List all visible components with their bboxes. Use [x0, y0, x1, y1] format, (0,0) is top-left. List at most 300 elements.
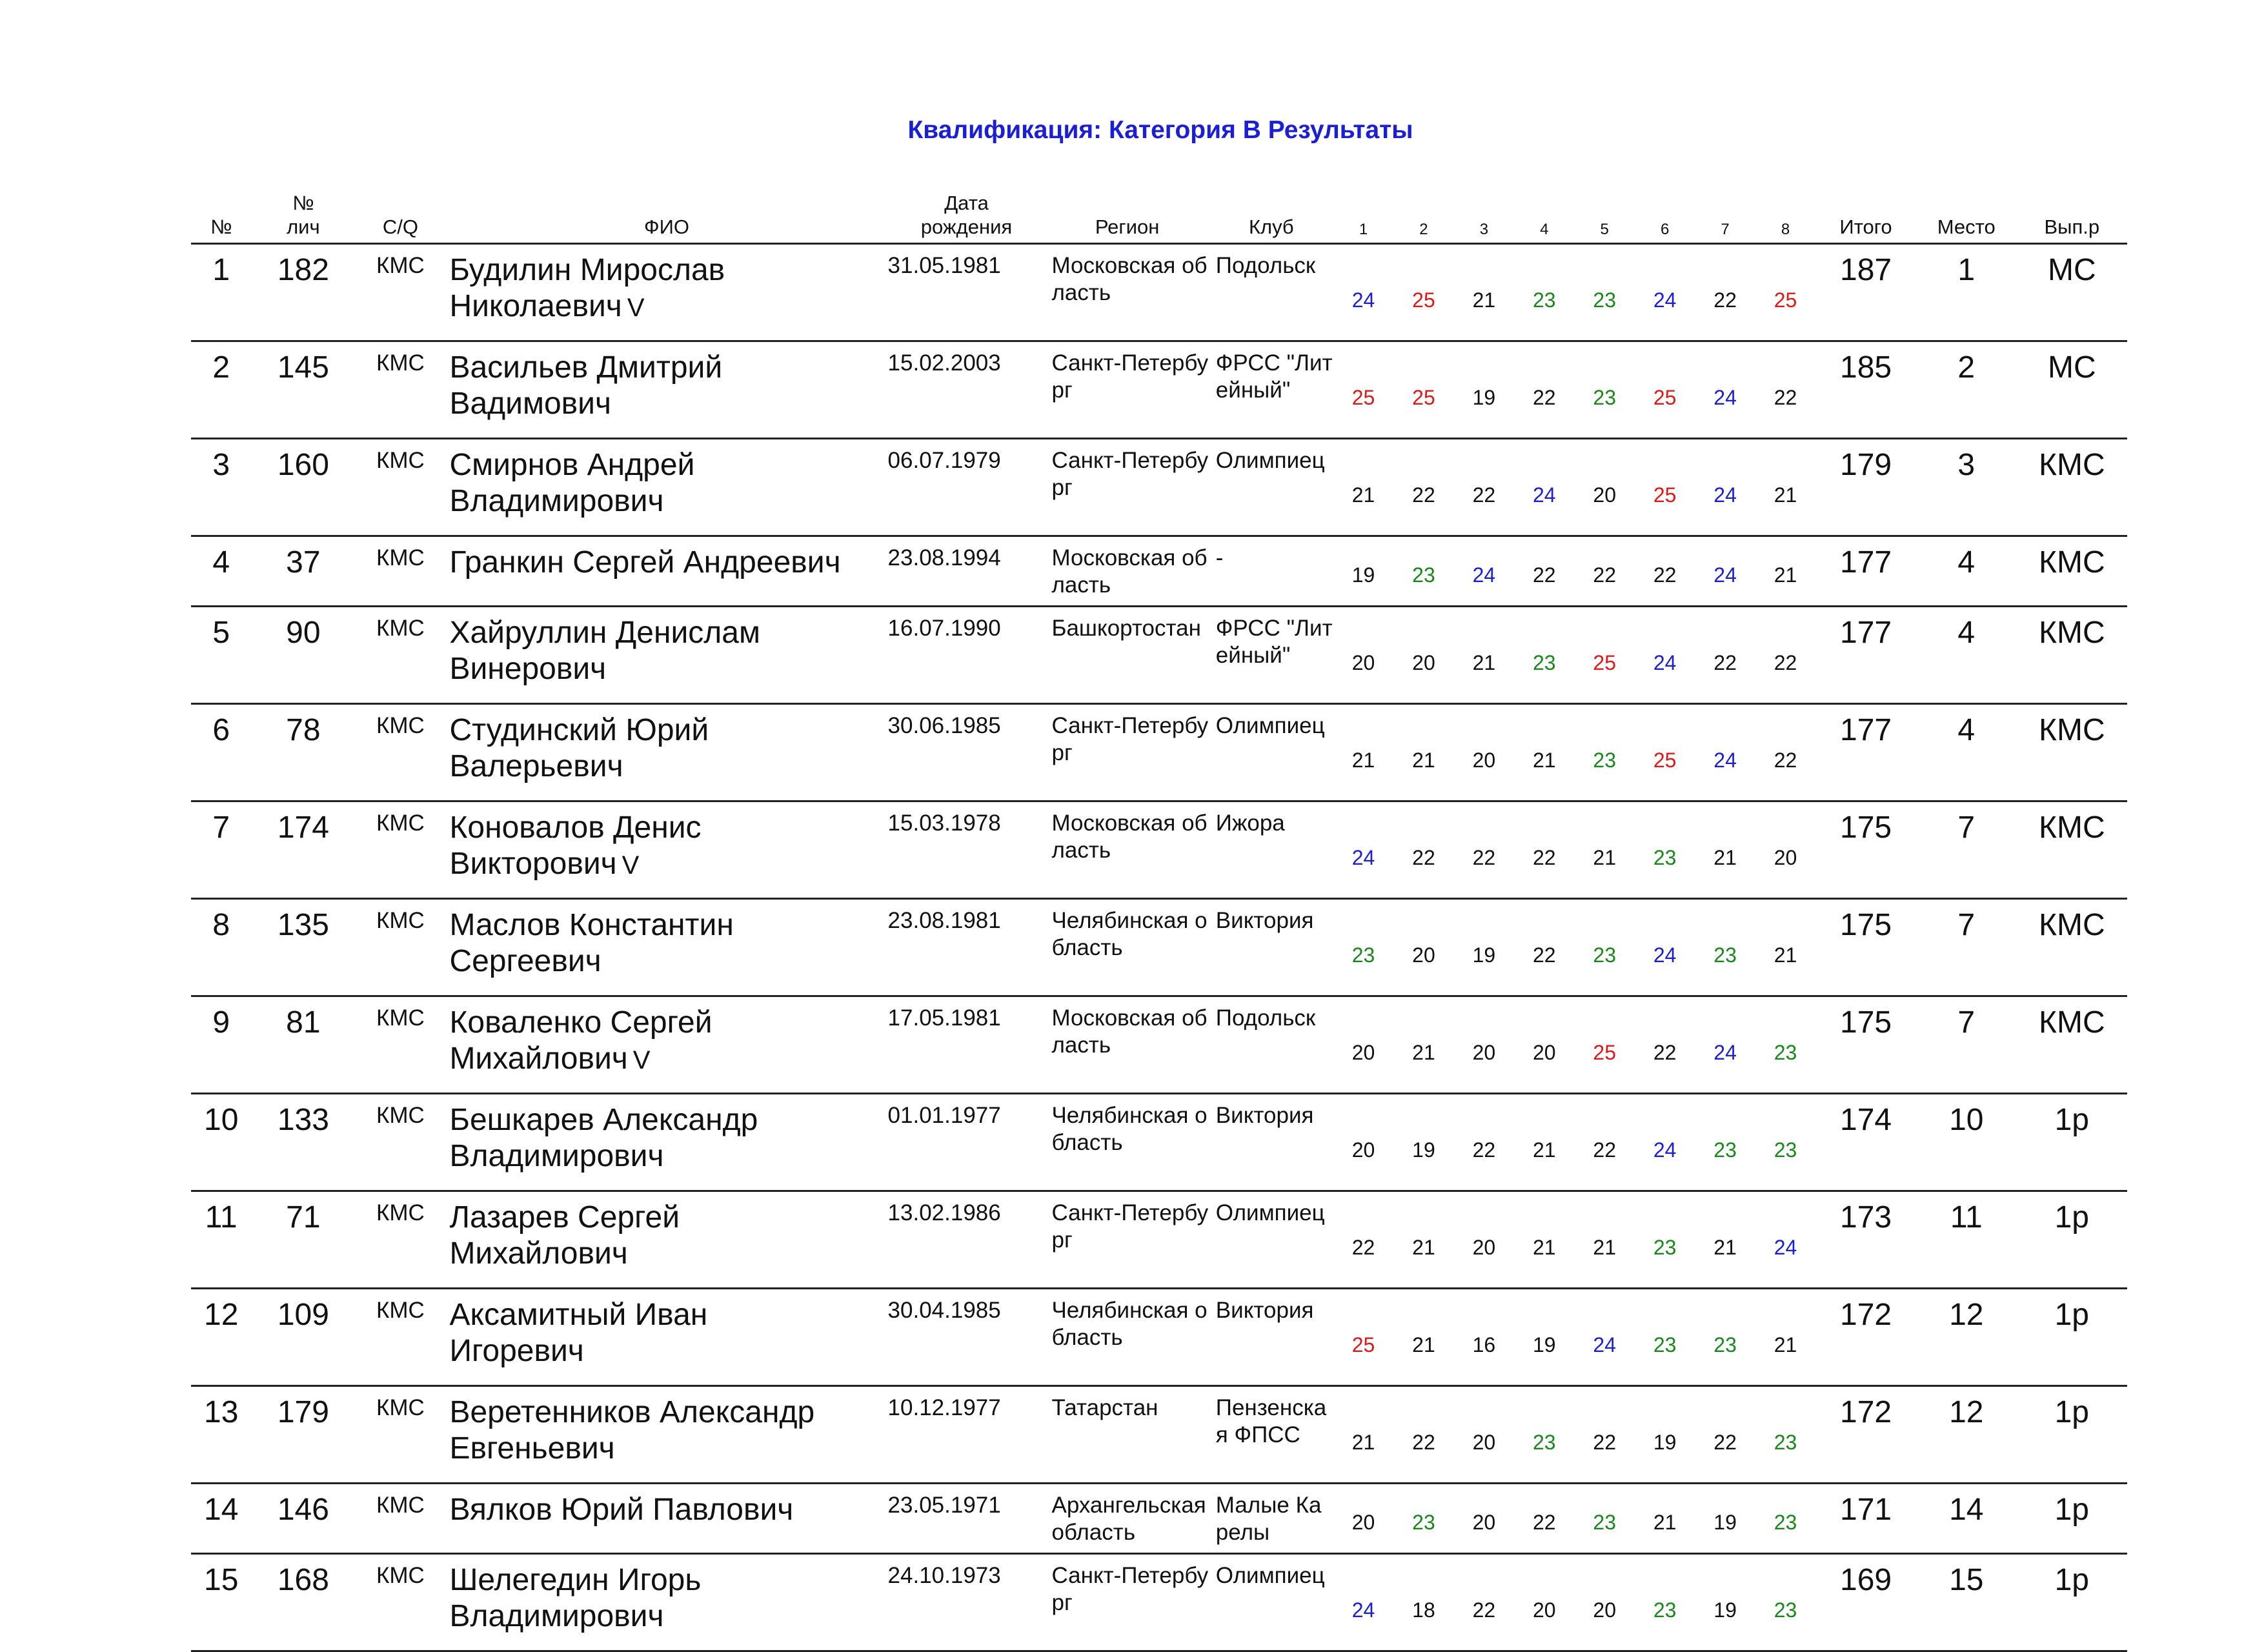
- cell-total: 177: [1840, 616, 1892, 650]
- cell-shot-6: 23: [1653, 1333, 1677, 1356]
- cell-total: 177: [1840, 713, 1892, 747]
- cell-num: 9: [212, 1005, 230, 1040]
- cell-place: 12: [1949, 1395, 1984, 1429]
- cell-shot-1: 21: [1351, 1430, 1375, 1454]
- cell-birth-date: 30.06.1985: [887, 713, 1001, 738]
- cell-shot-8: 21: [1774, 563, 1797, 587]
- cell-shot-3: 20: [1472, 1510, 1496, 1534]
- cell-region: Челябинская область: [1051, 1103, 1208, 1155]
- cell-shot-6: 24: [1653, 943, 1677, 967]
- cell-place: 7: [1957, 908, 1976, 942]
- cell-shot-4: 22: [1533, 563, 1556, 587]
- cell-personal-num: 168: [277, 1563, 329, 1597]
- cell-total: 185: [1840, 350, 1892, 385]
- cell-result-rank: 1р: [2054, 1395, 2089, 1429]
- athlete-name-line1: Аксамитный Иван: [449, 1298, 708, 1332]
- cell-result-rank: КМС: [2039, 616, 2105, 650]
- athlete-name-line1: Веретенников Александр: [449, 1395, 815, 1429]
- cell-fio: [445, 341, 887, 439]
- cell-shot-3: 21: [1472, 288, 1496, 312]
- cell-shot-8: 23: [1774, 1598, 1797, 1622]
- cell-fio: [445, 244, 887, 341]
- cell-result-rank: 1р: [2054, 1563, 2089, 1597]
- cell-shot-3: 16: [1472, 1333, 1496, 1356]
- cell-shot-7: 24: [1713, 483, 1737, 507]
- veteran-mark: V: [622, 851, 640, 880]
- table-row: [191, 1094, 2127, 1191]
- cell-shot-2: 25: [1412, 288, 1435, 312]
- cell-shot-7: 19: [1713, 1510, 1737, 1534]
- cell-shot-8: 21: [1774, 1333, 1797, 1356]
- cell-club: Олимпиец: [1215, 448, 1325, 473]
- athlete-name-line1: Коновалов Денис: [449, 811, 702, 845]
- cell-cq: КМС: [376, 1200, 425, 1225]
- table-row: [191, 244, 2127, 341]
- cell-fio: [445, 1191, 887, 1289]
- cell-shot-3: 20: [1472, 1235, 1496, 1259]
- cell-shot-1: 23: [1351, 943, 1375, 967]
- cell-num: 13: [204, 1395, 239, 1429]
- cell-birth-date: 23.08.1994: [887, 545, 1001, 570]
- header-shot-5: 5: [1600, 221, 1609, 238]
- cell-result-rank: МС: [2047, 350, 2096, 385]
- cell-cq: КМС: [376, 1103, 425, 1128]
- cell-club: Виктория: [1215, 908, 1314, 933]
- cell-shot-7: 24: [1713, 748, 1737, 772]
- table-row: [191, 536, 2127, 607]
- cell-region: Санкт-Петербург: [1051, 1563, 1209, 1615]
- cell-result-rank: КМС: [2039, 713, 2105, 747]
- cell-region: Архангельская область: [1051, 1493, 1206, 1545]
- cell-total: 174: [1840, 1103, 1892, 1137]
- cell-personal-num: 90: [286, 616, 321, 650]
- cell-shot-6: 23: [1653, 1235, 1677, 1259]
- cell-club: Ижора: [1215, 811, 1285, 836]
- cell-num: 12: [204, 1298, 239, 1332]
- athlete-name-line2: Владимирович: [449, 484, 664, 518]
- cell-num: 15: [204, 1563, 239, 1597]
- cell-total: 173: [1840, 1200, 1892, 1234]
- cell-shot-6: 23: [1653, 845, 1677, 869]
- cell-place: 4: [1957, 616, 1976, 650]
- cell-region: Челябинская область: [1051, 908, 1208, 960]
- cell-shot-4: 22: [1533, 385, 1556, 409]
- cell-shot-1: 25: [1351, 1333, 1375, 1356]
- cell-total: 172: [1840, 1298, 1892, 1332]
- athlete-name-line1: Будилин Мирослав: [449, 253, 725, 287]
- cell-cq: КМС: [376, 1395, 425, 1420]
- cell-personal-num: 160: [277, 448, 329, 482]
- cell-cq: КМС: [376, 1298, 425, 1323]
- cell-shot-1: 24: [1351, 845, 1375, 869]
- cell-shot-1: 24: [1351, 288, 1375, 312]
- header-shot-6: 6: [1660, 221, 1670, 238]
- cell-shot-4: 22: [1533, 943, 1556, 967]
- cell-total: 169: [1840, 1563, 1892, 1597]
- cell-club: Малые Карелы: [1215, 1493, 1322, 1545]
- cell-shot-4: 23: [1533, 650, 1556, 674]
- table-row: [191, 1386, 2127, 1484]
- veteran-mark: V: [627, 294, 645, 322]
- cell-shot-5: 22: [1593, 1430, 1617, 1454]
- cell-shot-4: 22: [1533, 845, 1556, 869]
- athlete-name-line2: Николаевич: [449, 289, 622, 323]
- cell-shot-3: 22: [1472, 483, 1496, 507]
- cell-shot-8: 22: [1774, 748, 1797, 772]
- athlete-name-line2: Вадимович: [449, 387, 611, 421]
- header-cq: C/Q: [382, 216, 418, 238]
- cell-fio: [445, 439, 887, 536]
- athlete-name-line2: Валерьевич: [449, 749, 623, 783]
- athlete-name-line1: Васильев Дмитрий: [449, 350, 723, 385]
- cell-personal-num: 109: [277, 1298, 329, 1332]
- cell-shot-2: 23: [1412, 1510, 1435, 1534]
- cell-num: 3: [212, 448, 230, 482]
- cell-birth-date: 23.08.1981: [887, 908, 1001, 933]
- athlete-name-line2: Владимирович: [449, 1599, 664, 1633]
- header-shot-4: 4: [1540, 221, 1549, 238]
- header-shot-1: 1: [1359, 221, 1368, 238]
- athlete-name-line1: Студинский Юрий: [449, 713, 709, 747]
- cell-shot-1: 20: [1351, 1138, 1375, 1162]
- cell-fio: [445, 801, 887, 899]
- cell-birth-date: 30.04.1985: [887, 1298, 1001, 1323]
- header-region: Регион: [1095, 216, 1160, 238]
- cell-shot-3: 20: [1472, 748, 1496, 772]
- cell-shot-7: 22: [1713, 288, 1737, 312]
- cell-shot-3: 22: [1472, 845, 1496, 869]
- cell-region: Санкт-Петербург: [1051, 350, 1209, 403]
- table-row: [191, 1289, 2127, 1386]
- cell-birth-date: 01.01.1977: [887, 1103, 1001, 1128]
- cell-shot-2: 20: [1412, 650, 1435, 674]
- cell-place: 1: [1957, 253, 1976, 287]
- cell-cq: КМС: [376, 1005, 425, 1031]
- cell-shot-7: 22: [1713, 1430, 1737, 1454]
- cell-shot-8: 25: [1774, 288, 1797, 312]
- results-body: [191, 244, 2127, 1651]
- cell-birth-date: 17.05.1981: [887, 1005, 1001, 1031]
- cell-shot-2: 22: [1412, 845, 1435, 869]
- cell-shot-2: 22: [1412, 1430, 1435, 1454]
- cell-club: Виктория: [1215, 1298, 1314, 1323]
- cell-club: Подольск: [1215, 1005, 1316, 1031]
- cell-shot-8: 23: [1774, 1430, 1797, 1454]
- cell-club: Олимпиец: [1215, 1200, 1325, 1225]
- cell-shot-6: 24: [1653, 650, 1677, 674]
- cell-total: 172: [1840, 1395, 1892, 1429]
- cell-region: Санкт-Петербург: [1051, 1200, 1209, 1253]
- cell-num: 1: [212, 253, 230, 287]
- header-fio: ФИО: [644, 216, 689, 238]
- cell-shot-6: 24: [1653, 1138, 1677, 1162]
- header-result-rank: Вып.р: [2044, 216, 2100, 238]
- header-place: Место: [1937, 216, 1996, 238]
- cell-cq: КМС: [376, 1563, 425, 1588]
- cell-result-rank: 1р: [2054, 1493, 2089, 1527]
- cell-shot-4: 23: [1533, 288, 1556, 312]
- cell-total: 175: [1840, 811, 1892, 845]
- cell-fio: [445, 536, 887, 607]
- cell-region: Татарстан: [1051, 1395, 1158, 1420]
- cell-shot-5: 23: [1593, 748, 1617, 772]
- cell-total: 175: [1840, 1005, 1892, 1040]
- cell-birth-date: 16.07.1990: [887, 616, 1001, 641]
- cell-shot-4: 21: [1533, 1138, 1556, 1162]
- cell-personal-num: 146: [277, 1493, 329, 1527]
- cell-shot-4: 21: [1533, 1235, 1556, 1259]
- cell-fio: [445, 1386, 887, 1484]
- cell-birth-date: 15.03.1978: [887, 811, 1001, 836]
- cell-region: Башкортостан: [1051, 616, 1201, 641]
- table-row: [191, 607, 2127, 704]
- cell-result-rank: 1р: [2054, 1103, 2089, 1137]
- cell-shot-1: 20: [1351, 1040, 1375, 1064]
- cell-shot-4: 19: [1533, 1333, 1556, 1356]
- athlete-name-line1: Шелегедин Игорь: [449, 1563, 702, 1597]
- athlete-name-line2: Викторович: [449, 847, 617, 881]
- cell-personal-num: 71: [286, 1200, 321, 1234]
- cell-total: 177: [1840, 545, 1892, 579]
- cell-place: 12: [1949, 1298, 1984, 1332]
- cell-shot-8: 22: [1774, 385, 1797, 409]
- athlete-name-line2: Евгеньевич: [449, 1431, 615, 1466]
- cell-shot-2: 22: [1412, 483, 1435, 507]
- cell-place: 4: [1957, 545, 1976, 579]
- cell-num: 6: [212, 713, 230, 747]
- cell-result-rank: КМС: [2039, 545, 2105, 579]
- cell-region: Московская область: [1051, 545, 1208, 598]
- cell-place: 7: [1957, 811, 1976, 845]
- cell-fio: [445, 704, 887, 801]
- cell-shot-2: 20: [1412, 943, 1435, 967]
- cell-shot-2: 23: [1412, 563, 1435, 587]
- table-row: [191, 341, 2127, 439]
- cell-fio: [445, 1289, 887, 1386]
- cell-club: Олимпиец: [1215, 1563, 1325, 1588]
- cell-shot-7: 21: [1713, 1235, 1737, 1259]
- cell-num: 8: [212, 908, 230, 942]
- cell-shot-7: 23: [1713, 1333, 1737, 1356]
- cell-shot-5: 20: [1593, 483, 1617, 507]
- veteran-mark: V: [632, 1046, 651, 1074]
- header-personal-num: № лич: [287, 192, 320, 238]
- athlete-name-line2: Михайлович: [449, 1042, 628, 1076]
- header-row: [191, 187, 2127, 244]
- cell-place: 3: [1957, 448, 1976, 482]
- cell-shot-4: 20: [1533, 1040, 1556, 1064]
- cell-shot-6: 25: [1653, 385, 1677, 409]
- cell-personal-num: 135: [277, 908, 329, 942]
- cell-result-rank: КМС: [2039, 1005, 2105, 1040]
- cell-cq: КМС: [376, 908, 425, 933]
- cell-shot-7: 23: [1713, 943, 1737, 967]
- cell-shot-2: 21: [1412, 1333, 1435, 1356]
- cell-fio: [445, 607, 887, 704]
- header-num: №: [210, 216, 232, 238]
- cell-shot-5: 22: [1593, 1138, 1617, 1162]
- cell-shot-4: 24: [1533, 483, 1556, 507]
- cell-shot-3: 19: [1472, 943, 1496, 967]
- cell-shot-2: 18: [1412, 1598, 1435, 1622]
- athlete-name-line2: Винерович: [449, 652, 607, 686]
- cell-shot-2: 19: [1412, 1138, 1435, 1162]
- cell-shot-5: 25: [1593, 1040, 1617, 1064]
- cell-shot-2: 21: [1412, 748, 1435, 772]
- cell-num: 14: [204, 1493, 239, 1527]
- athlete-name-line1: Лазарев Сергей: [449, 1200, 680, 1234]
- cell-place: 7: [1957, 1005, 1976, 1040]
- cell-cq: КМС: [376, 811, 425, 836]
- cell-shot-1: 20: [1351, 1510, 1375, 1534]
- cell-shot-1: 21: [1351, 483, 1375, 507]
- cell-club: Пензенская ФПСС: [1215, 1395, 1327, 1447]
- athlete-name-line1: Коваленко Сергей: [449, 1005, 713, 1040]
- cell-shot-5: 25: [1593, 650, 1617, 674]
- cell-shot-6: 22: [1653, 563, 1677, 587]
- cell-shot-7: 21: [1713, 845, 1737, 869]
- cell-shot-2: 21: [1412, 1235, 1435, 1259]
- cell-result-rank: 1р: [2054, 1298, 2089, 1332]
- header-shot-8: 8: [1781, 221, 1790, 238]
- cell-cq: КМС: [376, 350, 425, 376]
- cell-shot-2: 25: [1412, 385, 1435, 409]
- cell-shot-1: 19: [1351, 563, 1375, 587]
- cell-fio: [445, 996, 887, 1094]
- cell-cq: КМС: [376, 1493, 425, 1518]
- cell-shot-5: 21: [1593, 845, 1617, 869]
- cell-place: 11: [1950, 1200, 1983, 1234]
- cell-fio: [445, 899, 887, 996]
- cell-fio: [445, 1094, 887, 1191]
- cell-region: Челябинская область: [1051, 1298, 1208, 1350]
- cell-shot-8: 23: [1774, 1138, 1797, 1162]
- cell-result-rank: КМС: [2039, 908, 2105, 942]
- cell-shot-6: 24: [1653, 288, 1677, 312]
- cell-shot-3: 20: [1472, 1040, 1496, 1064]
- cell-shot-7: 23: [1713, 1138, 1737, 1162]
- cell-shot-1: 21: [1351, 748, 1375, 772]
- cell-personal-num: 133: [277, 1103, 329, 1137]
- cell-shot-1: 22: [1351, 1235, 1375, 1259]
- cell-cq: КМС: [376, 616, 425, 641]
- cell-place: 10: [1949, 1103, 1984, 1137]
- cell-club: -: [1215, 545, 1224, 570]
- cell-birth-date: 24.10.1973: [887, 1563, 1001, 1588]
- table-row: [191, 996, 2127, 1094]
- cell-shot-6: 21: [1653, 1510, 1677, 1534]
- cell-shot-7: 19: [1713, 1598, 1737, 1622]
- table-row: [191, 704, 2127, 801]
- cell-shot-3: 22: [1472, 1598, 1496, 1622]
- cell-num: 2: [212, 350, 230, 385]
- table-row: [191, 801, 2127, 899]
- header-shot-2: 2: [1419, 221, 1428, 238]
- athlete-name-line1: Бешкарев Александр: [449, 1103, 758, 1137]
- cell-num: 10: [204, 1103, 239, 1137]
- page-title: Квалификация: Категория B Результаты: [907, 116, 1413, 144]
- cell-birth-date: 06.07.1979: [887, 448, 1001, 473]
- cell-shot-7: 22: [1713, 650, 1737, 674]
- cell-num: 5: [212, 616, 230, 650]
- cell-birth-date: 23.05.1971: [887, 1493, 1001, 1518]
- cell-personal-num: 78: [286, 713, 321, 747]
- cell-birth-date: 15.02.2003: [887, 350, 1001, 376]
- cell-shot-5: 23: [1593, 1510, 1617, 1534]
- cell-place: 4: [1957, 713, 1976, 747]
- cell-num: 11: [205, 1200, 238, 1234]
- cell-place: 14: [1949, 1493, 1984, 1527]
- header-club: Клуб: [1248, 216, 1294, 238]
- cell-shot-6: 19: [1653, 1430, 1677, 1454]
- cell-shot-8: 23: [1774, 1040, 1797, 1064]
- cell-total: 187: [1840, 253, 1892, 287]
- cell-shot-5: 24: [1593, 1333, 1617, 1356]
- cell-shot-1: 25: [1351, 385, 1375, 409]
- cell-personal-num: 37: [286, 545, 321, 579]
- cell-place: 15: [1949, 1563, 1984, 1597]
- cell-result-rank: КМС: [2039, 448, 2105, 482]
- cell-total: 179: [1840, 448, 1892, 482]
- cell-fio: [445, 1484, 887, 1554]
- athlete-name-line2: Михайлович: [449, 1236, 628, 1271]
- cell-cq: КМС: [376, 713, 425, 738]
- cell-result-rank: 1р: [2054, 1200, 2089, 1234]
- cell-personal-num: 81: [286, 1005, 321, 1040]
- cell-birth-date: 10.12.1977: [887, 1395, 1001, 1420]
- table-row: [191, 1554, 2127, 1651]
- cell-total: 175: [1840, 908, 1892, 942]
- cell-shot-4: 21: [1533, 748, 1556, 772]
- cell-shot-6: 25: [1653, 483, 1677, 507]
- cell-birth-date: 31.05.1981: [887, 253, 1001, 278]
- cell-shot-5: 21: [1593, 1235, 1617, 1259]
- cell-shot-3: 22: [1472, 1138, 1496, 1162]
- cell-shot-6: 23: [1653, 1598, 1677, 1622]
- header-birth-date: Дата рождения: [920, 192, 1013, 238]
- cell-personal-num: 182: [277, 253, 329, 287]
- athlete-name-line1: Гранкин Сергей Андреевич: [449, 545, 841, 579]
- cell-shot-8: 23: [1774, 1510, 1797, 1534]
- header-shot-3: 3: [1479, 221, 1489, 238]
- athlete-name-line1: Смирнов Андрей: [449, 448, 695, 482]
- cell-shot-6: 25: [1653, 748, 1677, 772]
- cell-club: Олимпиец: [1215, 713, 1325, 738]
- cell-fio: [445, 1554, 887, 1651]
- cell-shot-8: 24: [1774, 1235, 1797, 1259]
- cell-shot-7: 24: [1713, 1040, 1737, 1064]
- cell-shot-8: 22: [1774, 650, 1797, 674]
- cell-shot-1: 24: [1351, 1598, 1375, 1622]
- cell-shot-3: 20: [1472, 1430, 1496, 1454]
- cell-shot-3: 24: [1472, 563, 1496, 587]
- cell-region: Санкт-Петербург: [1051, 448, 1209, 500]
- table-row: [191, 1191, 2127, 1289]
- table-row: [191, 899, 2127, 996]
- cell-shot-4: 22: [1533, 1510, 1556, 1534]
- cell-shot-4: 20: [1533, 1598, 1556, 1622]
- cell-result-rank: КМС: [2039, 811, 2105, 845]
- header-shot-7: 7: [1721, 221, 1730, 238]
- athlete-name-line2: Сергеевич: [449, 944, 601, 978]
- athlete-name-line1: Вялков Юрий Павлович: [449, 1493, 794, 1527]
- results-table: [191, 187, 2127, 1652]
- cell-region: Московская область: [1051, 1005, 1208, 1058]
- table-row: [191, 1484, 2127, 1554]
- cell-shot-6: 22: [1653, 1040, 1677, 1064]
- cell-shot-5: 20: [1593, 1598, 1617, 1622]
- cell-club: ФРСС "Литейный": [1215, 616, 1333, 668]
